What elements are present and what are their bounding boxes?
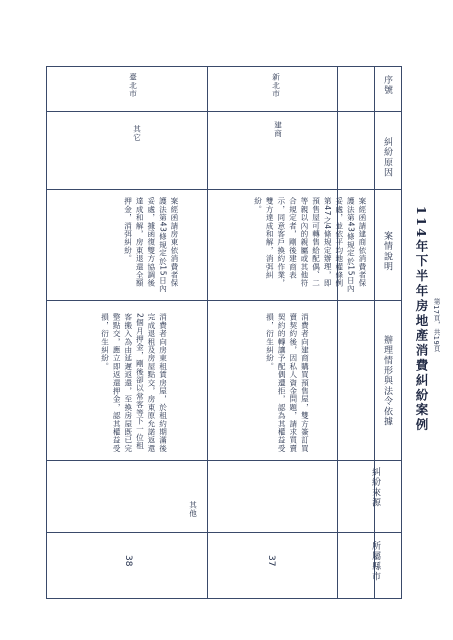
table-divider: [47, 460, 401, 461]
row-37-handling: 案經函請建商依消費者保護法第43條規定於15日內妥處，並依平均地權條例第47之4條規定辦理，即預售屋可轉售給配偶、二等親以內的親屬或其他符合規定者，剛後建商表示，同意客戶換約作業，雙方達成和解，消弭糾紛。: [253, 197, 367, 293]
table-divider: [207, 67, 208, 598]
header-handling: 辦理情形與法令依據: [382, 335, 392, 427]
row-38-seq: 38: [123, 555, 133, 567]
row-38-source: 其它: [132, 125, 142, 142]
dispute-table: [46, 66, 402, 599]
header-seq: 序號: [382, 75, 392, 96]
header-case-desc: 案情說明: [382, 231, 392, 272]
row-37-city: 新北市: [271, 73, 281, 98]
table-divider: [47, 532, 401, 533]
page-title: 114年下半年房地產消費糾紛案例: [414, 206, 429, 433]
header-dispute-type: 糾紛原因: [382, 137, 392, 178]
header-source: 糾紛來源: [370, 467, 380, 508]
table-divider: [47, 111, 401, 112]
header-city: 所屬縣市: [370, 541, 380, 582]
table-divider: [337, 67, 338, 598]
row-38-case-desc: 消費者向房東租賃房屋，於租約期滿後完成退租及房屋點交，房東原允諾返還2個月押金，剛後卻以常客等下一位租客搬入為由延遲返還，至換房屋既已完整點交，應立即返還押金，認其權益受損，衍生糾紛。: [100, 313, 168, 453]
page-footer: 第17頁，共19頁: [432, 298, 440, 353]
row-37-source: 建商: [273, 121, 283, 138]
table-divider: [47, 300, 401, 301]
row-38-handling: 案經函請房東依消費者保護法第43條規定於15日內妥處，據函復雙方協調後達成和解，房東退還全額押金，消弭糾紛。: [123, 197, 179, 293]
row-38-city: 臺北市: [128, 73, 138, 98]
row-dispute-type: 其他: [188, 501, 198, 518]
row-37-case-desc: 消費者向建商購買預售屋，雙方簽訂買賣契約後，因私人資金問題，請求買賣契約的轉讓予配偶遭拒，認為其權益受損，衍生糾紛。: [265, 313, 310, 453]
table-divider: [47, 189, 401, 190]
row-37-seq: 37: [266, 555, 276, 567]
